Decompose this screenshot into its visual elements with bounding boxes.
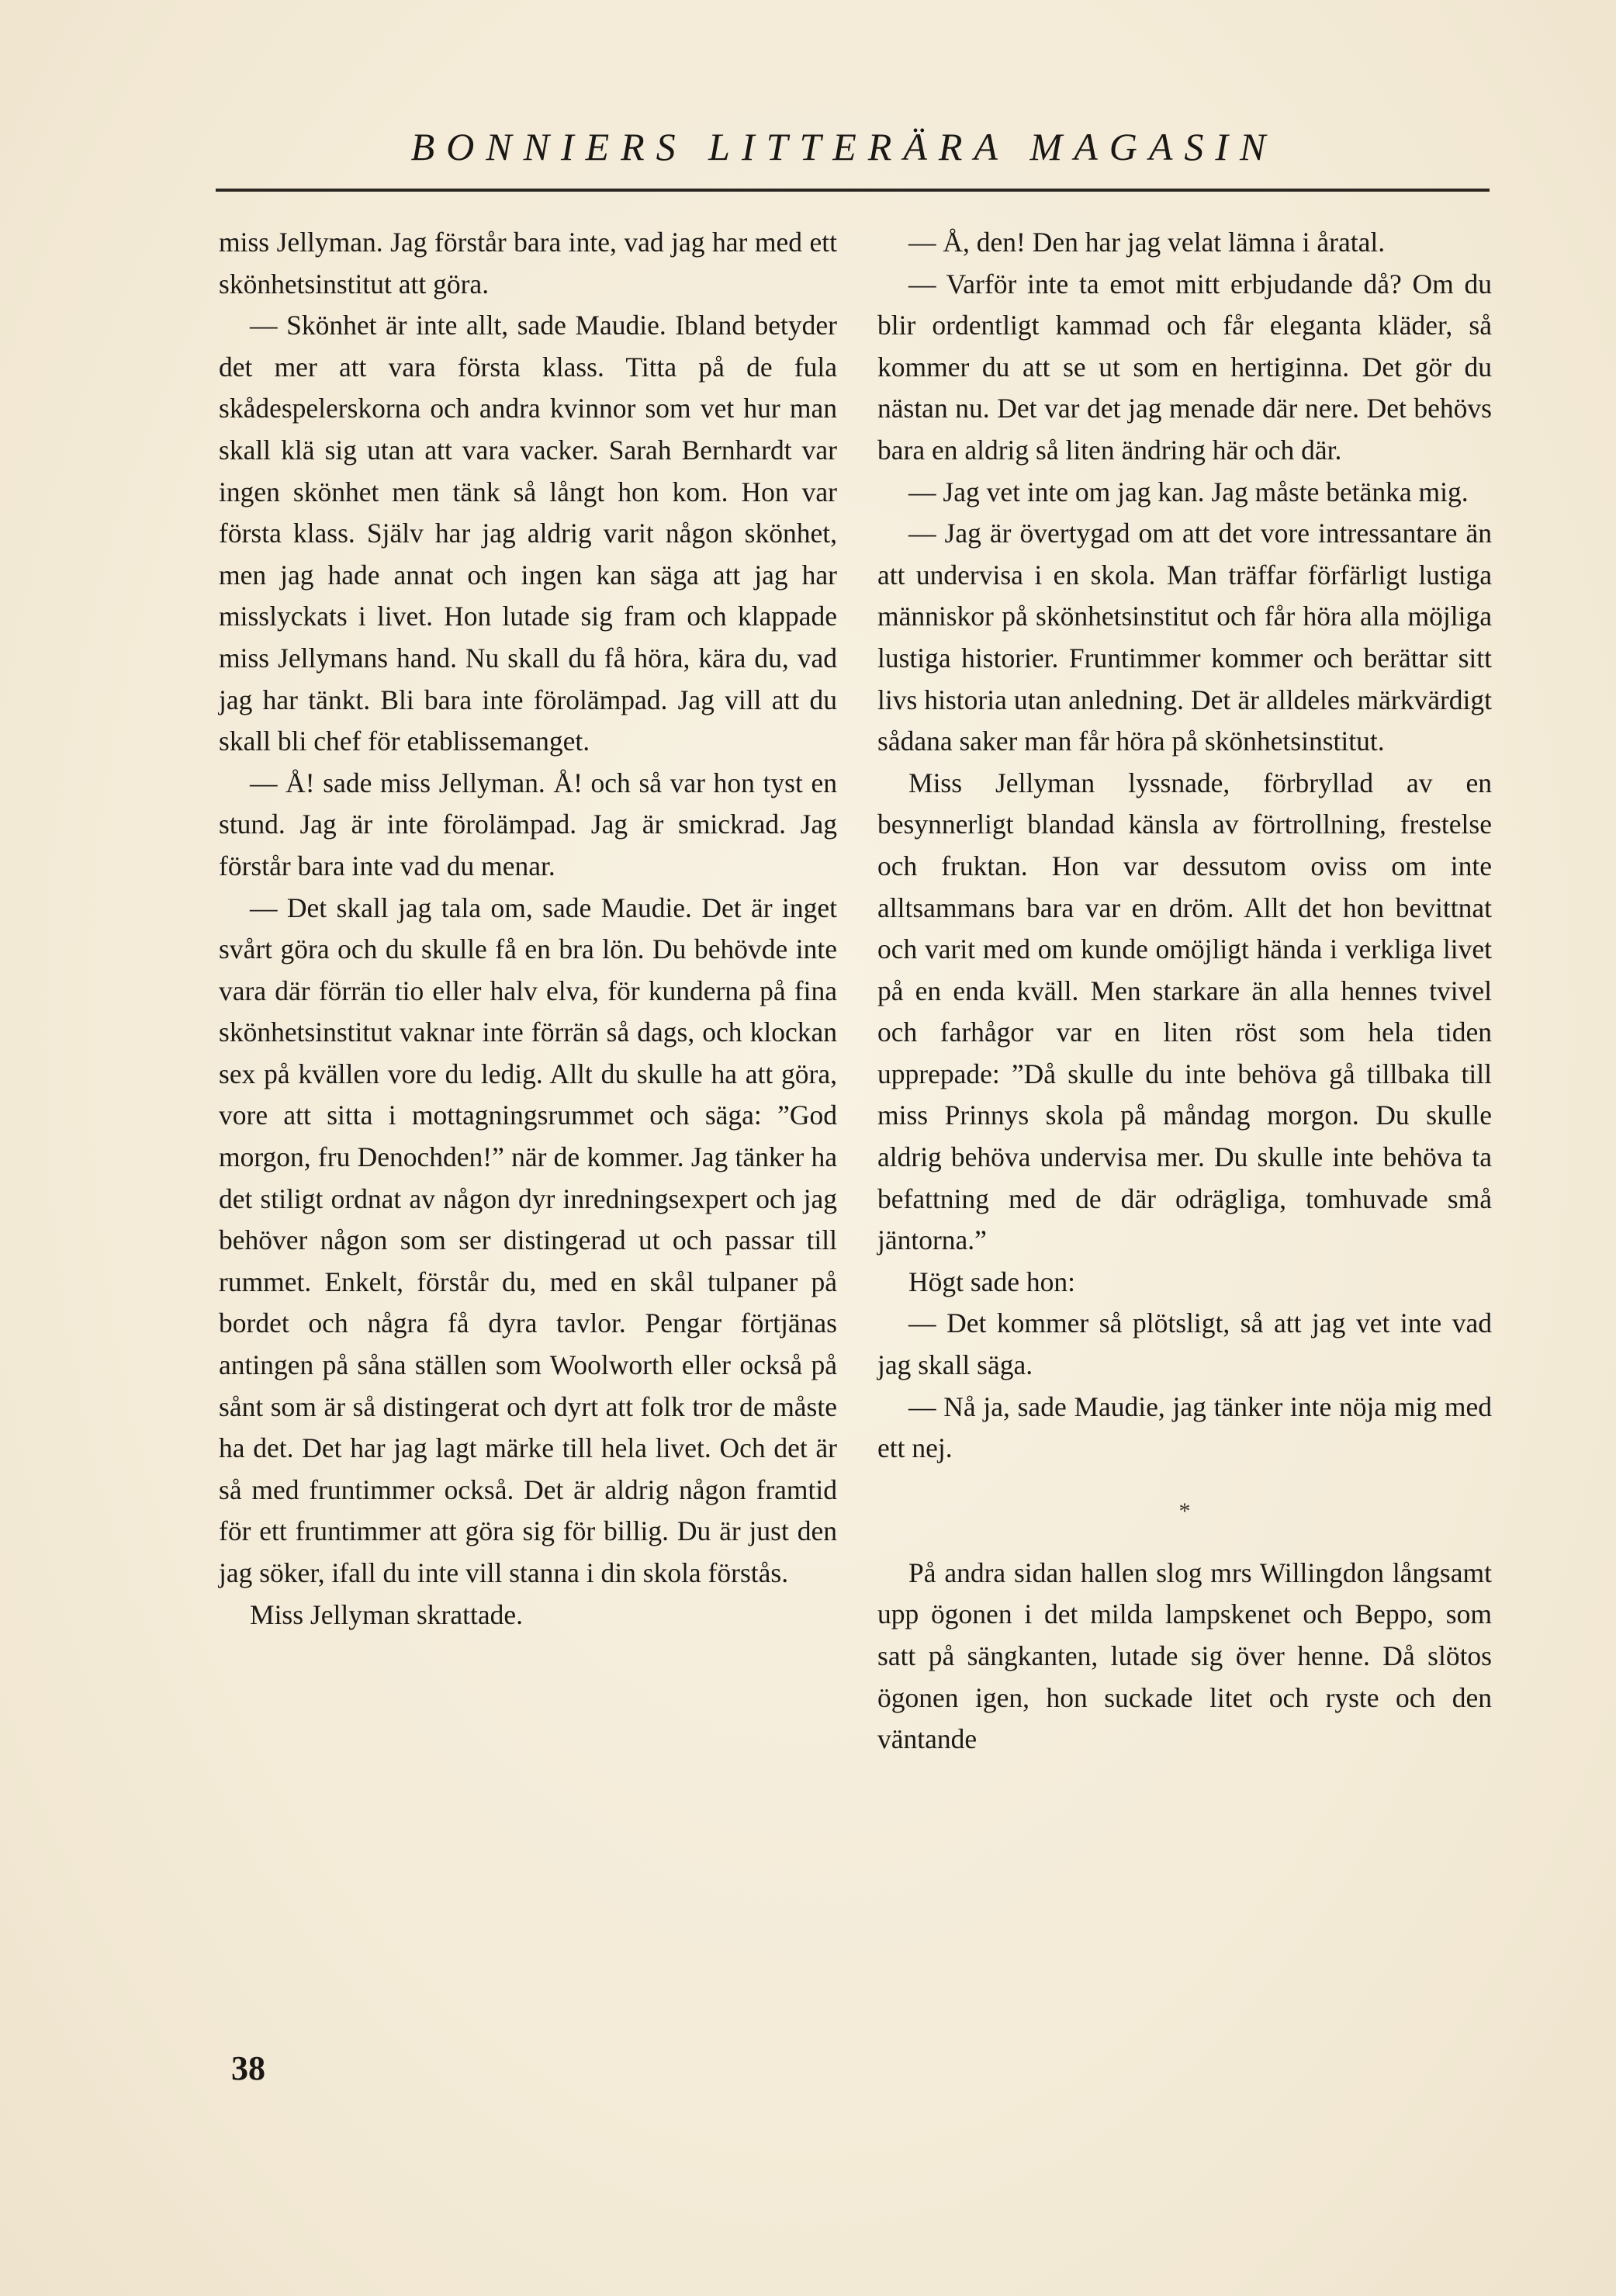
paragraph: Miss Jellyman skrattade.	[250, 1598, 523, 1630]
paragraph: Miss Jellyman lyssnade, förbryllad av en besynnerligt blandad känsla av förtrollning, frestelse och fruktan. Hon var dessutom oviss om inte alltsammans bara var en dröm. Allt det hon bevittnat och varit med om kunde omöjligt hända i verkliga livet på en enda kväll. Men starkare än alla hennes tvivel och farhågor var en liten röst som hela tiden upprepade: ”Då skulle du inte behöva gå tillbaka till miss Prinnys skola på måndag morgon. Du skulle aldrig behöva undervisa mer. Du skulle inte behöva ta befattning med de där odrägliga, tomhuvade små jäntorna.”	[877, 767, 1492, 1256]
paragraph: På andra sidan hallen slog mrs Willingdon långsamt upp ögonen i det milda lampskenet och Beppo, som satt på sängkanten, lutade sig över henne. Då slötos ögonen igen, hon suckade litet och ryste och den väntande	[877, 1557, 1492, 1755]
paragraph: — Å, den! Den har jag velat lämna i åratal.	[908, 227, 1386, 258]
paragraph: — Jag är övertygad om att det vore intressantare än att undervisa i en skola. Man träffar förfärligt lustiga människor på skönhetsinstitut och får höra alla möjliga lustiga historier. Fruntimmer kommer och berättar sitt livs historia utan anledning. Det är alldeles märkvärdigt sådana saker man får höra på skönhetsinstitut.	[877, 518, 1492, 757]
running-header-title: BONNIERS LITTERÄRA MAGASIN	[410, 125, 1278, 168]
left-column	[219, 222, 837, 1636]
section-break-mark: *	[1178, 1498, 1191, 1524]
paragraph: — Varför inte ta emot mitt erbjudande då? Om du blir ordentligt kammad och får eleganta kläder, så kommer du att se ut som en hertiginna. Det gör du nästan nu. Det var det jag menade där nere. Det behövs bara en aldrig så liten ändring här och där.	[877, 268, 1492, 466]
paragraph: miss Jellyman. Jag förstår bara inte, vad jag har med ett skönhetsinstitut att göra.	[219, 227, 837, 300]
paragraph: — Nå ja, sade Maudie, jag tänker inte nöja mig med ett nej.	[877, 1390, 1492, 1464]
paragraph: — Skönhet är inte allt, sade Maudie. Ibland betyder det mer att vara första klass. Titta på de fula skådespelerskorna och andra kvinnor som vet hur man skall klä sig utan att vara vacker. Sarah Bernhardt var ingen skönhet men tänk så långt hon kom. Hon var första klass. Själv har jag aldrig varit någon skönhet, men jag hade annat och ingen kan säga att jag har misslyckats i livet. Hon lutade sig fram och klappade miss Jellymans hand. Nu skall du få höra, kära du, vad jag har tänkt. Bli bara inte förolämpad. Jag vill att du skall bli chef för etablissemanget.	[219, 310, 837, 757]
paragraph: — Å! sade miss Jellyman. Å! och så var hon tyst en stund. Jag är inte förolämpad. Jag är smickrad. Jag förstår bara inte vad du menar.	[219, 767, 837, 881]
header-rule	[216, 189, 1490, 192]
paragraph: — Det skall jag tala om, sade Maudie. Det är inget svårt göra och du skulle få en bra lön. Du behövde inte vara där förrän tio eller halv elva, för kunderna på fina skönhetsinstitut vaknar inte förrän så dags, och klockan sex på kvällen vore du ledig. Allt du skulle ha att göra, vore att sitta i mottagningsrummet och säga: ”God morgon, fru Denochden!” när de kommer. Jag tänker ha det stiligt ordnat av någon dyr inredningsexpert och jag behöver någon som ser distingerad ut och passar till rummet. Enkelt, förstår du, med en skål tulpaner på bordet och några få dyra tavlor. Pengar förtjänas antingen på såna ställen som Woolworth eller också på sånt som är så distingerat och dyrt att folk tror de måste ha det. Det har jag lagt märke till hela livet. Och det är så med fruntimmer också. Det är aldrig någon framtid för ett fruntimmer att göra sig för billig. Du är just den jag söker, ifall du inte vill stanna i din skola förstås.	[219, 892, 837, 1588]
right-column	[877, 222, 1492, 1761]
paragraph: Högt sade hon:	[908, 1266, 1075, 1297]
paragraph: — Jag vet inte om jag kan. Jag måste betänka mig.	[908, 476, 1469, 507]
page-number: 38	[231, 2049, 265, 2087]
paragraph: — Det kommer så plötsligt, så att jag vet inte vad jag skall säga.	[877, 1307, 1492, 1381]
